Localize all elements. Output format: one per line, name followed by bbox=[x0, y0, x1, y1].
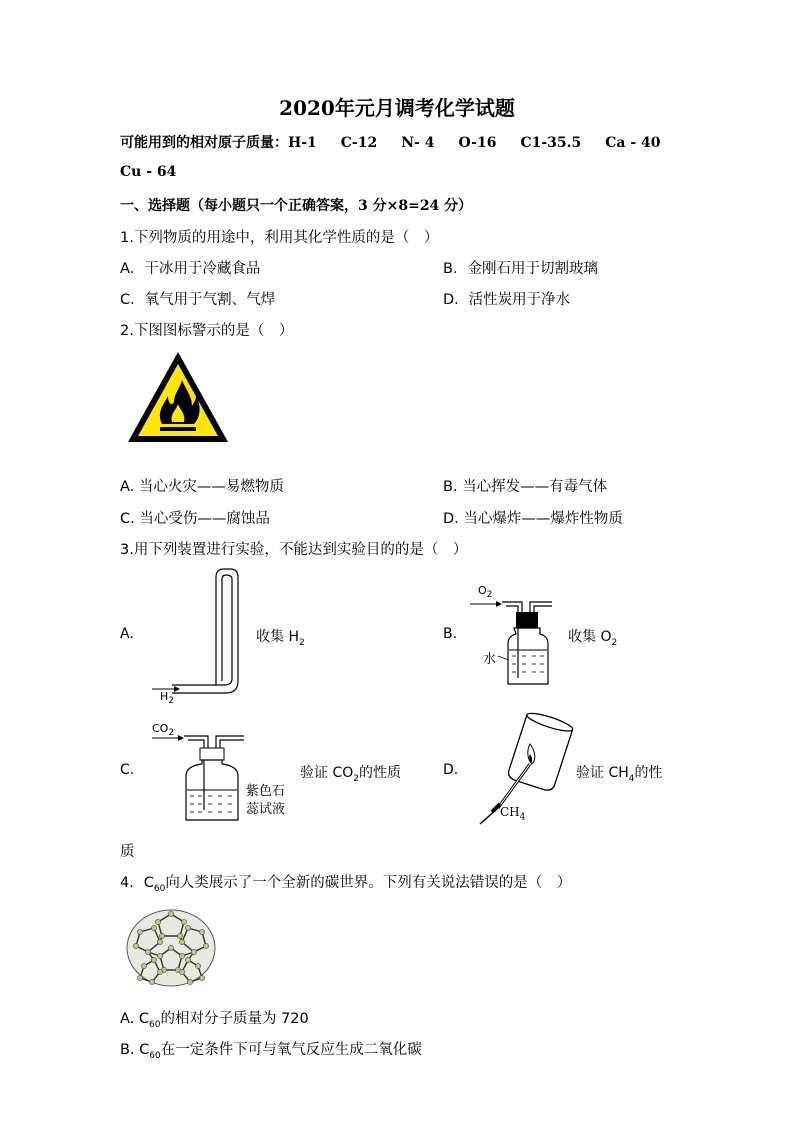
flammable-warning-icon bbox=[126, 350, 230, 444]
q1-option-a: A．干冰用于冷藏食品 bbox=[120, 261, 261, 277]
q3-a-letter: A. bbox=[120, 626, 134, 642]
q1-option-c: C．氧气用于气割、气焊 bbox=[120, 292, 276, 308]
q3-a-gas-label: $H_2$ bbox=[160, 690, 175, 707]
q3-d-caption: 验证 $CH_4$的性 bbox=[576, 765, 663, 784]
q1-option-d: D．活性炭用于净水 bbox=[443, 292, 571, 308]
q3-d-caption-wrap: 质 bbox=[120, 844, 135, 860]
h2-collection-tube-diagram bbox=[150, 565, 250, 705]
o2-gas-bottle-diagram bbox=[470, 598, 560, 690]
q2-option-a: A. 当心火灾——易燃物质 bbox=[120, 479, 284, 495]
q3-b-letter: B. bbox=[443, 626, 458, 642]
q3-c-caption: 验证 $CO_2$的性质 bbox=[300, 765, 401, 784]
atomic-mass-line bbox=[120, 132, 685, 152]
q2-option-d: D. 当心爆炸——爆炸性物质 bbox=[443, 511, 623, 527]
q4-stem: 4．$C_{60}$向人类展示了一个全新的碳世界。下列有关说法错误的是（ ） bbox=[120, 875, 572, 894]
q2-option-b: B. 当心挥发——有毒气体 bbox=[443, 479, 608, 495]
q2-option-c: C. 当心受伤——腐蚀品 bbox=[120, 511, 270, 527]
q3-c-gas-label: $CO_2$ bbox=[152, 722, 175, 739]
co2-litmus-bottle-diagram bbox=[152, 734, 248, 824]
q3-d-letter: D. bbox=[443, 762, 459, 778]
q4-option-a: A. $C_{60}$的相对分子质量为 720 bbox=[120, 1011, 309, 1030]
q3-c-letter: C. bbox=[120, 762, 135, 778]
fullerene-molecule-icon bbox=[124, 908, 218, 988]
section-heading: 一、选择题（每小题只一个正确答案，3 分×8=24 分） bbox=[120, 198, 473, 214]
q3-b-gas-label: $O_2$ bbox=[478, 584, 493, 601]
q1-stem: 1.下列物质的用途中，利用其化学性质的是（ ） bbox=[120, 230, 439, 246]
q3-c-reagent-line2: 蕊试液 bbox=[246, 802, 286, 817]
q3-d-gas-label: $CH_4$ bbox=[500, 805, 526, 823]
q2-stem: 2.下图图标警示的是（ ） bbox=[120, 323, 294, 339]
atomic-mass-wrap: Cu - 64 bbox=[120, 164, 177, 180]
page-title: 2020年元月调考化学试题 bbox=[279, 96, 515, 120]
q1-option-b: B．金刚石用于切割玻璃 bbox=[443, 261, 598, 277]
atomic-mass-label: 可能用到的相对原子质量： bbox=[120, 135, 288, 151]
atomic-mass-items: H-1 C-12 N- 4 O-16 C1-35.5 Ca - 40 bbox=[288, 135, 661, 151]
q3-b-water-label: 水 bbox=[483, 652, 497, 667]
q3-a-caption: 收集 $H_2$ bbox=[256, 629, 305, 648]
q3-stem: 3.用下列装置进行实验，不能达到实验目的的是（ ） bbox=[120, 542, 468, 558]
q4-option-b: B. $C_{60}$在一定条件下可与氧气反应生成二氧化碳 bbox=[120, 1042, 422, 1061]
q3-c-reagent-line1: 紫色石 bbox=[246, 784, 286, 799]
q3-b-caption: 收集 $O_2$ bbox=[568, 629, 618, 648]
